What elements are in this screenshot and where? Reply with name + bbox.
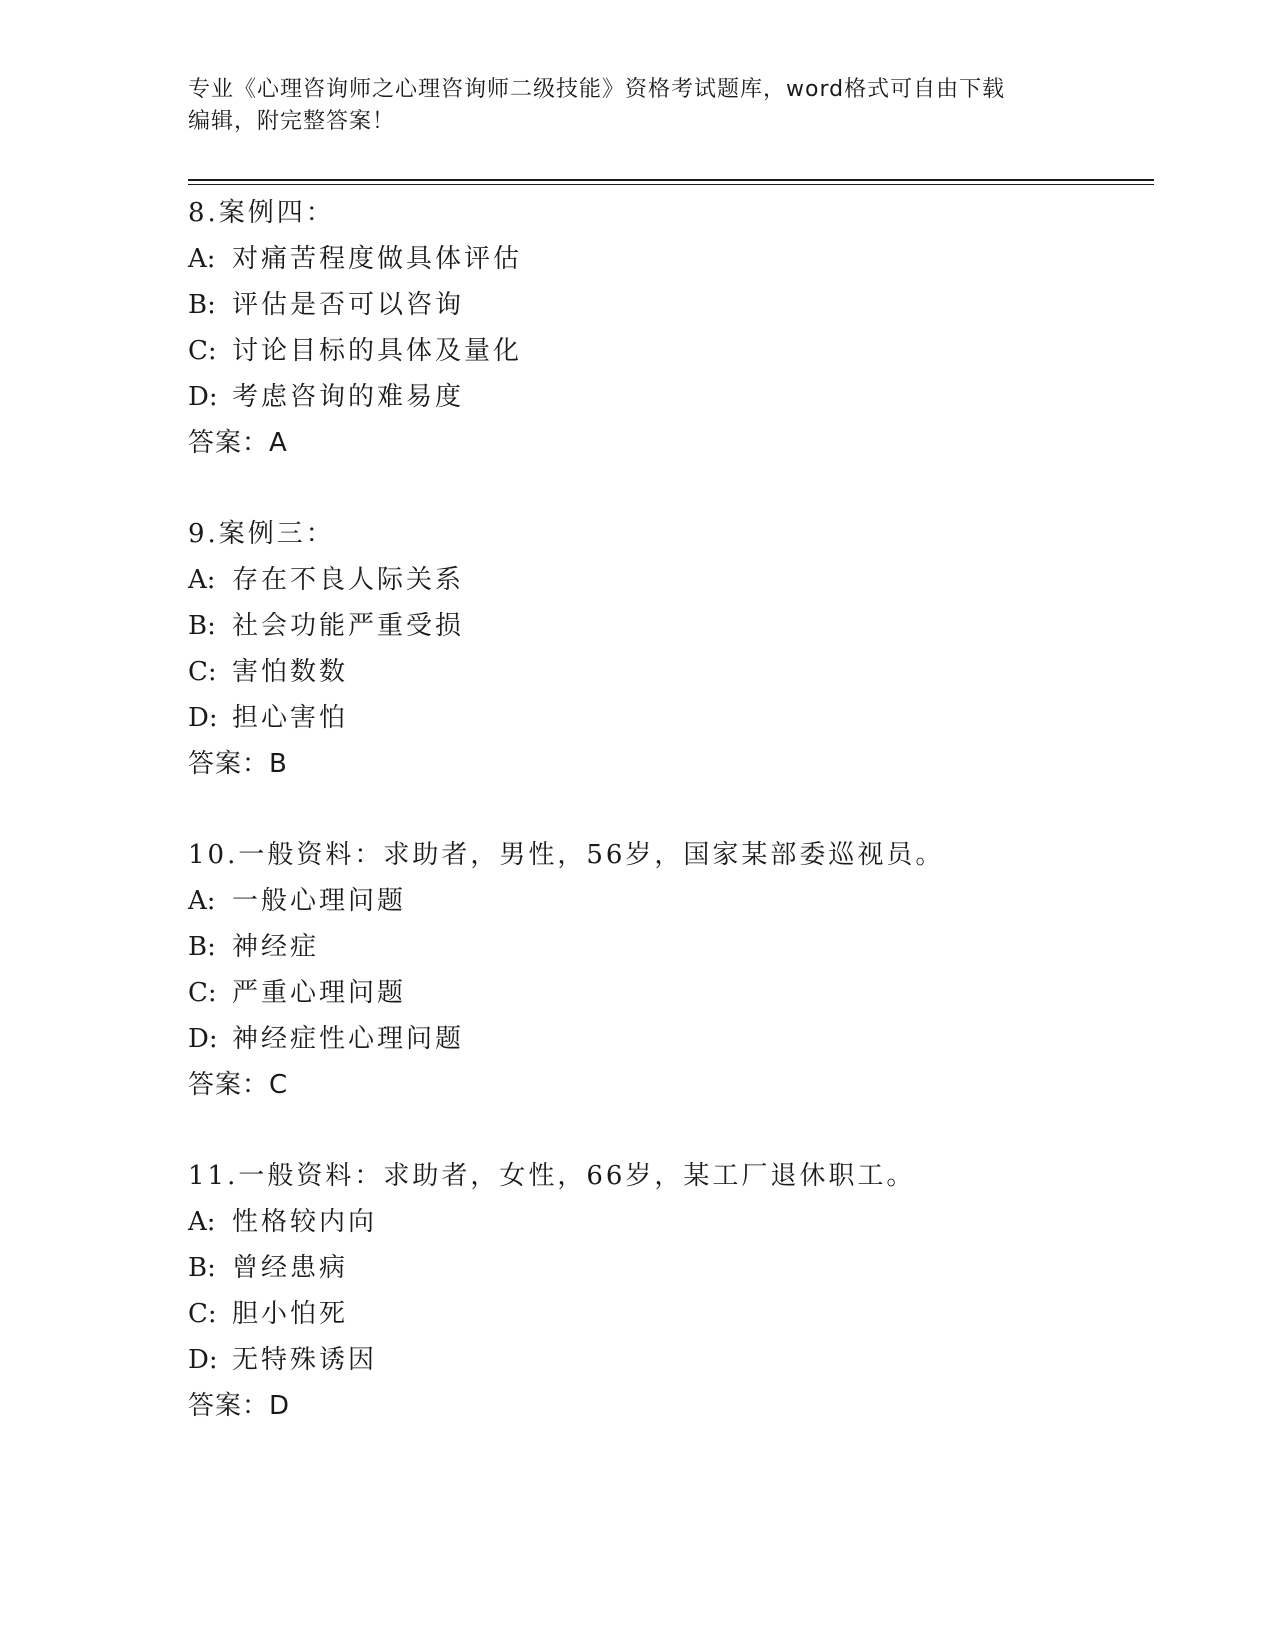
answer-label: 答案：D bbox=[188, 1391, 291, 1421]
question-stem: 11.一般资料：求助者，女性，66岁，某工厂退休职工。 bbox=[188, 1161, 916, 1191]
option-d bbox=[188, 374, 1148, 420]
option-b bbox=[188, 603, 1148, 649]
question-11 bbox=[188, 1153, 1148, 1429]
option-text: 社会功能严重受损 bbox=[232, 611, 465, 641]
question-8 bbox=[188, 190, 1148, 466]
option-text: 担心害怕 bbox=[232, 703, 349, 733]
option-key: C: bbox=[188, 978, 217, 1008]
option-key: D: bbox=[188, 1024, 218, 1054]
option-text: 存在不良人际关系 bbox=[232, 565, 465, 595]
option-c bbox=[188, 649, 1148, 695]
option-a bbox=[188, 878, 1148, 924]
option-key: B: bbox=[188, 932, 216, 962]
option-d bbox=[188, 1016, 1148, 1062]
option-key: D: bbox=[188, 382, 218, 412]
answer-label: 答案：C bbox=[188, 1070, 289, 1100]
option-d bbox=[188, 695, 1148, 741]
option-text: 考虑咨询的难易度 bbox=[232, 382, 465, 412]
answer-label: 答案：B bbox=[188, 749, 288, 779]
option-a bbox=[188, 1199, 1148, 1245]
option-key: D: bbox=[188, 703, 218, 733]
option-text: 神经症 bbox=[232, 932, 320, 962]
option-text: 神经症性心理问题 bbox=[232, 1024, 465, 1054]
option-key: C: bbox=[188, 336, 217, 366]
option-c bbox=[188, 970, 1148, 1016]
option-b bbox=[188, 282, 1148, 328]
option-text: 曾经患病 bbox=[232, 1253, 349, 1283]
option-text: 评估是否可以咨询 bbox=[232, 290, 465, 320]
option-key: A: bbox=[188, 565, 216, 595]
option-d bbox=[188, 1337, 1148, 1383]
option-key: C: bbox=[188, 1299, 217, 1329]
option-text: 讨论目标的具体及量化 bbox=[232, 336, 523, 366]
option-c bbox=[188, 328, 1148, 374]
option-text: 严重心理问题 bbox=[232, 978, 407, 1008]
document-header bbox=[188, 74, 1068, 138]
option-text: 害怕数数 bbox=[232, 657, 349, 687]
header-line-1: 专业《心理咨询师之心理咨询师二级技能》资格考试题库，word格式可自由下载 bbox=[188, 77, 1006, 102]
option-text: 胆小怕死 bbox=[232, 1299, 349, 1329]
question-stem: 9.案例三： bbox=[188, 519, 335, 549]
option-c bbox=[188, 1291, 1148, 1337]
question-10 bbox=[188, 832, 1148, 1108]
option-text: 对痛苦程度做具体评估 bbox=[232, 244, 523, 274]
option-text: 一般心理问题 bbox=[232, 886, 407, 916]
option-key: B: bbox=[188, 611, 216, 641]
option-text: 无特殊诱因 bbox=[232, 1345, 378, 1375]
option-a bbox=[188, 557, 1148, 603]
header-line-2: 编辑，附完整答案！ bbox=[188, 109, 396, 134]
option-key: C: bbox=[188, 657, 217, 687]
option-key: A: bbox=[188, 886, 216, 916]
answer-label: 答案：A bbox=[188, 428, 288, 458]
header-divider-thin bbox=[188, 184, 1154, 185]
option-a bbox=[188, 236, 1148, 282]
option-key: B: bbox=[188, 1253, 216, 1283]
question-list bbox=[188, 190, 1148, 1474]
option-b bbox=[188, 924, 1148, 970]
question-9 bbox=[188, 511, 1148, 787]
header-divider-thick bbox=[188, 179, 1154, 181]
question-stem: 8.案例四： bbox=[188, 198, 335, 228]
question-stem: 10.一般资料：求助者，男性，56岁，国家某部委巡视员。 bbox=[188, 840, 945, 870]
option-key: A: bbox=[188, 1207, 216, 1237]
option-key: B: bbox=[188, 290, 216, 320]
option-text: 性格较内向 bbox=[232, 1207, 378, 1237]
option-key: D: bbox=[188, 1345, 218, 1375]
option-b bbox=[188, 1245, 1148, 1291]
option-key: A: bbox=[188, 244, 216, 274]
